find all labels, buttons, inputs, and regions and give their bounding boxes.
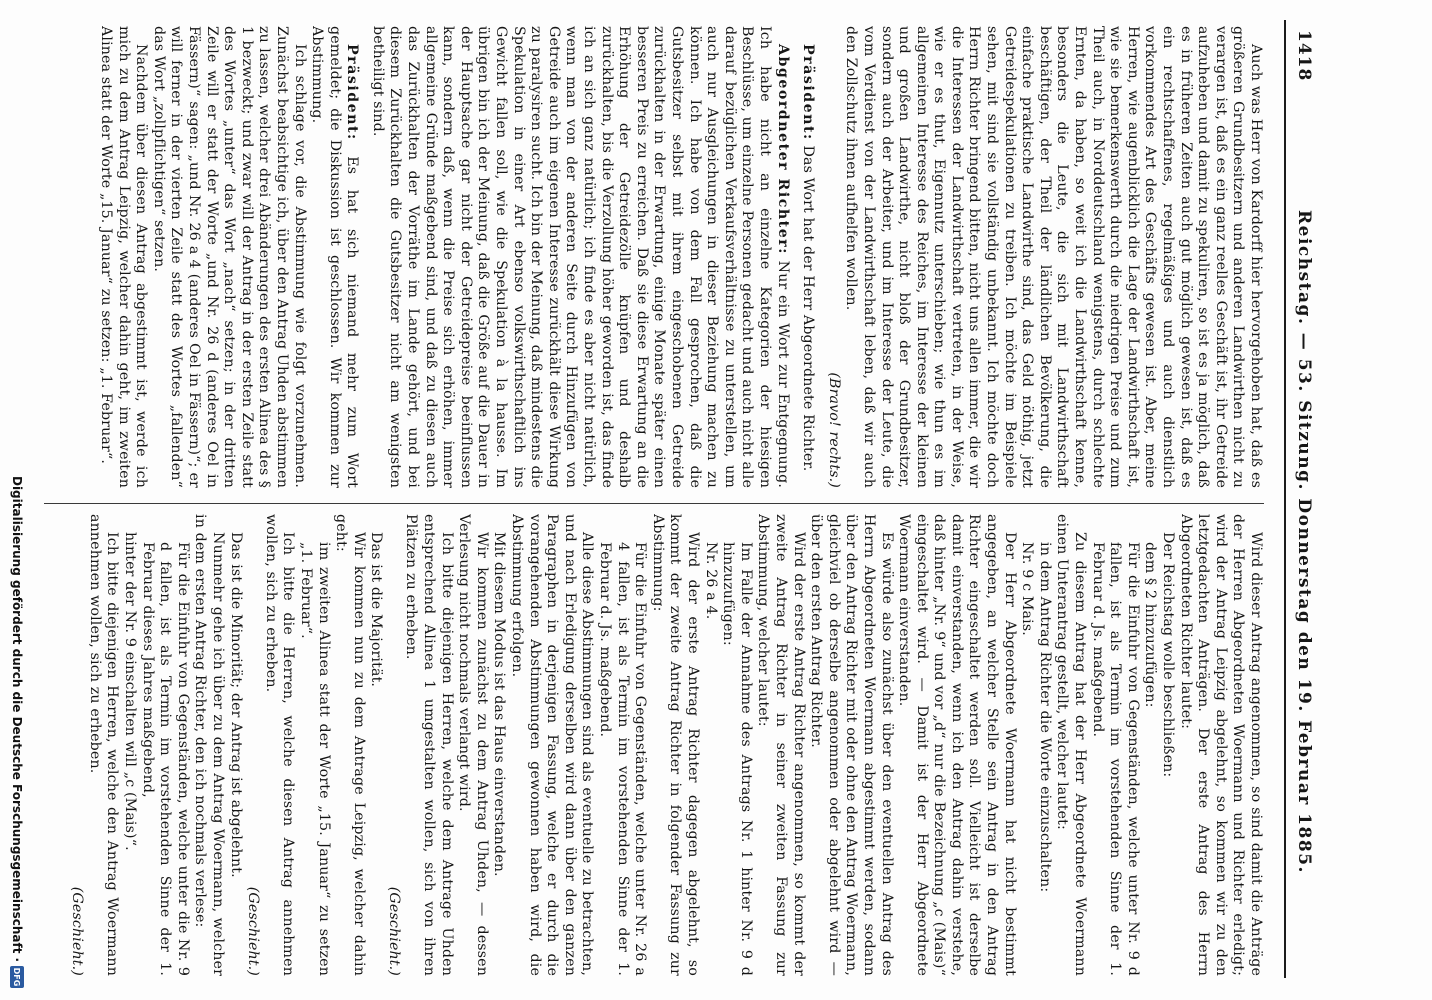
left-text-column xyxy=(44,26,1264,488)
interjection: (Geschieht.) xyxy=(245,886,262,976)
motion-text: Nr. 9 c Mais. xyxy=(1019,542,1036,636)
body-paragraph: Zu diesem Antrag hat der Herr Abgeordnete Woermann einen Unterantrag gestellt, welcher lautet: xyxy=(1054,514,1089,976)
digitization-credit: Digitalisierung gefördert durch die Deutsche Forschungsgemeinschaft · DFG xyxy=(10,475,24,987)
body-paragraph: Der Herr Abgeordnete Woermann hat nicht bestimmt angegeben, an welcher Stelle sein Antrag in den Antrag Richter eingeschaltet werden soll. Vielleicht ist derselbe damit einverstanden, wenn ich den Antrag dahin verstehe, daß hinter „Nr. 9“ und vor „d“ nur die Bezeichnung „c (Mais)“ eingeschaltet wird. — Damit ist der Herr Abgeordnete Woermann einverstanden. xyxy=(896,514,1018,976)
body-paragraph: Ich bitte die Herren, welche diesen Antrag annehmen wollen, sich zu erheben. xyxy=(262,514,297,976)
body-paragraph: hinter der Nr. 9 einschalten will „c (Mais)“. xyxy=(122,532,138,851)
body-paragraph: Ich bitte diejenigen Herren, welche dem Antrage Uhden entsprechend Alinea 1 umgestalten wollen, sich von ihren Plätzen zu erheben. xyxy=(403,514,455,976)
column-divider xyxy=(44,503,1264,504)
motion-text: Nr. 26 a 4. xyxy=(702,542,719,620)
paragraph-gap xyxy=(360,26,368,488)
body-paragraph: Das ist die Minorität; der Antrag ist abgelehnt. xyxy=(227,532,244,878)
paragraph-gap xyxy=(791,26,799,488)
interjection: (Bravo! rechts.) xyxy=(825,372,842,488)
body-paragraph: Auch was Herr von Kardorff hier hervorgehoben hat, daß es größeren Grundbesitzern und anderen Landwirthen nicht zu verargen ist, daß es ein ganz reelles Geschäft ist, ihr Getreide aufzuheben und damit zu spekuliren, so ist es ja möglich, daß es in früheren Zeiten auch gut möglich gewesen ist, daß es ein rechtschaffenes, regelmäßiges und auch dienstlich vorkommendes Art des Geschäfts gewesen ist. Aber, meine Herren, wie augenblicklich die Lage der Landwirthschaft ist, wie sie bemerkenswerth durch die niedrigen Preise und zum Theil auch, in Norddeutschland wenigstens, durch schlechte Ernten, da haben, so weit ich die Landwirthschaft kenne, besonders die Leute, die sich mit Landwirthschaft beschäftigen, der Theil der ländlichen Bevölkerung, die einfache praktische Landwirthe sind, das Geld nöthig, jetzt Getreidespekulationen zu treiben. Ich möchte im Beispiele sehen, mit sind sie vollständig unbekannt. Ich möchte doch Herrn Richter bringend bitten, nicht uns allen immer, die wir die Interessen der Landwirthschaft vertreten, in der Weise, wie er es thut, Eigennutz unterschieben; wie thun es im allgemeinen Interesse des Reiches, im Interesse der kleinen und großen Landwirthe, nicht bloß der Grundbesitzer, sondern auch der Arbeiter, und im Interesse der Leute, die vom Verdienst von der Landwirthschaft leben, daß wir auch den Zollschutz ihnen aufhelfen wollen. xyxy=(843,26,1264,488)
speech-text: Das Wort hat der Herr Abgeordnete Richter. xyxy=(800,145,817,472)
motion-text: dem § 2 hinzuzufügen: xyxy=(1142,542,1159,708)
right-text-column xyxy=(44,514,1264,976)
header-rule xyxy=(1284,20,1286,978)
speech-text: Nur ein Wort zur Entgegnung. Ich habe nicht an einzelne Kategorien der hiesigen Beschlüsse, um einzelne Personen gedacht und auch nicht alle darauf bezüglichen Verkaufsverhältnisse zu unterstellen, um auch nur Ausgleichungen in dieser Beziehung machen zu können. Ich habe von dem Fall gesprochen, daß die Gutsbesitzer selbst mit ihrem eingeschobenen Getreide zurückhalten in der Erwartung, einige Monate später einen besseren Preis zu erreichen. Daß sie diese Erwartung an die Erhöhung der Getreidezölle knüpfen und deshalb zurückhalten, bis die Verzollung höher geworden ist, das finde ich an sich ganz natürlich; ich finde es aber nicht natürlich, wenn man von der anderen Seite durch Hinzufügen von Getreide auch im eigenen Interesse zurückhält diese Wirkung zu paralysiren sucht. Ich bin der Meinung, daß mindestens die Spekulation in einer Art ebenso volkswirthschaftlich ins Gewicht fallen soll, wie die Spekulation à la hausse. Im übrigen bin ich der Meinung, daß die Größe auf die Dauer in der Hauptsache gar nicht der Getreidepreise beeinflussen kann, sondern daß, wenn die Preise sich erhöhen, immer allgemeine Gründe maßgebend sind, und daß zu diesen auch das Zurückhalten der Vorräthe im Lande gehört, und bei diesem Zurückhalten die Gutsbesitzer nicht am wenigsten betheiligt sind. xyxy=(369,26,791,488)
paragraph-gap xyxy=(816,26,824,488)
speaker-name: Abgeordneter Richter: xyxy=(774,44,791,255)
interjection: (Geschieht.) xyxy=(69,886,86,976)
body-paragraph: Wird dieser Antrag angenommen, so sind damit die Anträge der Herren Abgeordneten Woermann und Richter erledigt; wird der Antrag Leipzig abgelehnt, so kommen wir zu den letztgedachten Anträgen. Der erste Antrag des Herrn Abgeordneten Richter lautet: xyxy=(1177,514,1264,976)
body-paragraph: Es würde also zunächst über den eventuellen Antrag des Herrn Abgeordneten Woermann abgestimmt werden, sodann über den Antrag Richter mit oder ohne den Antrag Woermann, gleichviel ob derselbe angenommen oder abgelehnt wird — über den ersten Antrag Richter. xyxy=(808,514,895,976)
page-number: 1418 xyxy=(1294,30,1314,82)
body-paragraph: Das ist die Majorität. xyxy=(368,532,385,688)
motion-text: Für die Einfuhr von Gegenständen, welche unter Nr. 26 a 4 fallen, ist als Termin im vorstehenden Sinne der 1. Februar d. Js. maßgebend. xyxy=(597,542,649,976)
body-paragraph: Nunmehr gehe ich über zu dem Antrag Woermann, welcher in dem ersten Antrag Richter, den ich nochmals verlese: xyxy=(192,514,226,976)
body-paragraph: Der Reichstag wolle beschließen: xyxy=(1160,532,1177,778)
body-paragraph: Ich bitte diejenigen Herren, welche den Antrag Woermann annehmen wollen, sich zu erheben. xyxy=(86,514,121,976)
body-paragraph: Wir kommen nun zu dem Antrage Leipzig, welcher dahin geht: xyxy=(333,514,367,976)
running-head: Reichstag. — 53. Sitzung. Donnerstag den 19. Februar 1885. xyxy=(1294,210,1314,874)
motion-text: in dem Antrag Richter die Worte einzuschalten: xyxy=(1036,542,1053,893)
page-header xyxy=(1274,0,1320,1000)
body-paragraph: Ich schlage vor, die Abstimmung wie folgt vorzunehmen. Zunächst beabsichtige ich, über den Antrag Uhden abstimmen zu lassen, welcher drei Abänderungen des ersten Alinea des § 1 bezweckt; und zwar will der Antrag in der ersten Zeile statt des Wortes „unter“ das Wort „nach“ setzen; in der dritten Zeile will er statt der Worte „und Nr. 26 d (anderes Oel in Fässern)“ sagen: „und Nr. 26 a 4 (anderes Oel in Fässern)“; er will ferner in der vierten Zeile statt des Wortes „fallenden“ das Wort „zollpflichtigen“ setzen. xyxy=(150,26,308,488)
motion-text: Für die Einfuhr von Gegenständen, welche unter die Nr. 9 d fallen, ist als Termin im vorstehenden Sinne der 1. Februar dieses Jahres maßgebend, xyxy=(139,542,191,976)
body-paragraph: Mit diesem Modus ist das Haus einverstanden. xyxy=(491,532,508,877)
motion-text: Im Falle der Annahme des Antrags Nr. 1 hinter Nr. 9 d hinzuzufügen: xyxy=(720,542,754,976)
body-paragraph: Wir kommen zunächst zu dem Antrag Uhden, — dessen Verlesung nicht nochmals verlangt wird. xyxy=(456,514,490,976)
motion-text: im zweiten Alinea statt der Worte „15. Januar“ zu setzen „1. Februar“. xyxy=(297,542,332,976)
page-footer xyxy=(0,0,32,1000)
speaker-name: Präsident: xyxy=(800,44,817,141)
body-paragraph: Nachdem über diesen Antrag abgestimmt ist, werde ich mich zu dem Antrag Leipzig, welcher dahin geht, im zweiten Alinea statt der Worte „15. Januar“ zu setzen: „1. Februar“. xyxy=(98,26,150,488)
body-paragraph: Wird der erste Antrag Richter angenommen, so kommt der zweite Antrag Richter in seiner zweiten Fassung zur Abstimmung, welcher lautet: xyxy=(755,514,807,976)
speech-paragraph xyxy=(308,26,361,488)
speech-paragraph xyxy=(799,26,817,488)
speech-paragraph xyxy=(368,26,790,488)
speech-text: Es hat sich niemand mehr zum Wort gemeldet; die Diskussion ist geschlossen. Wir kommen zur Abstimmung. xyxy=(309,26,361,488)
motion-text: Für die Einfuhr von Gegenständen, welche unter Nr. 9 d fallen, ist als Termin im vorstehenden Sinne der 1. Februar d. Js. maßgebend. xyxy=(1089,542,1141,976)
credit-text: Digitalisierung gefördert durch die Deutsche Forschungsgemeinschaft xyxy=(10,475,24,954)
body-paragraph: Wird der erste Antrag Richter dagegen abgelehnt, so kommt der zweite Antrag Richter in folgender Fassung zur Abstimmung: xyxy=(649,514,701,976)
body-paragraph: Alle diese Abstimmungen sind als eventuelle zu betrachten, und nach Erledigung derselben wird dann über den ganzen Paragraphen in derjenigen Fassung, welche er durch die vorangehenden Abstimmungen gewonnen haben wird, die Abstimmung erfolgen. xyxy=(509,514,596,976)
interjection: (Geschieht.) xyxy=(385,886,402,976)
speaker-name: Präsident: xyxy=(344,44,361,141)
dfg-logo: DFG xyxy=(10,966,24,988)
